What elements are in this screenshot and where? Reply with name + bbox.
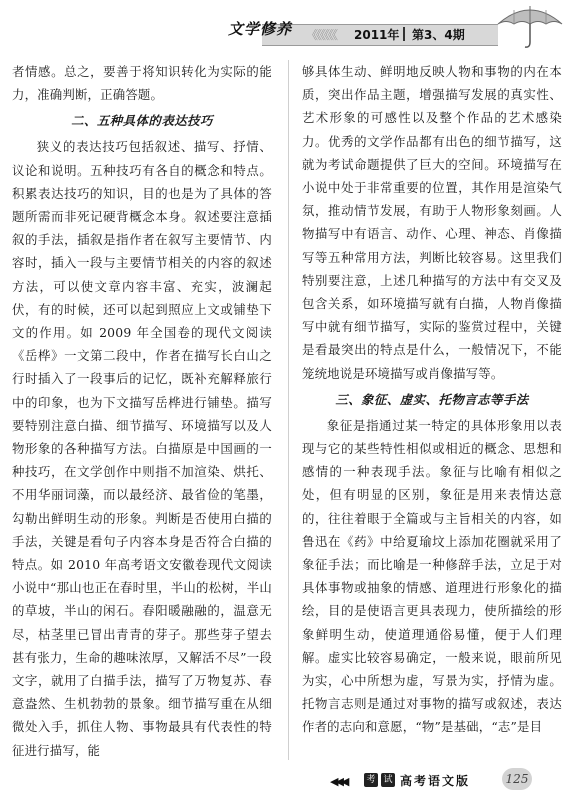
left-arrows-icon: ◀◀◀ <box>330 775 347 788</box>
umbrella-icon <box>494 2 566 50</box>
page-header <box>0 0 581 52</box>
page-number: 125 <box>502 768 532 790</box>
section-heading: 二、五种具体的表达技巧 <box>71 113 213 129</box>
paragraph: 象征是指通过某一特定的具体形象用以表现与它的某些特性相似或相近的概念、思想和感情的一种表现手法。象征与比喻有相似之处，但有明显的区别，象征是用来表情达意的，往往着眼于全篇或与主旨相关的内容，如鲁迅在《药》中给夏瑜坟上添加花圈就采用了象征手法；而比喻是一种修辞手法，立足于对具体事物或抽象的情感、道理进行形象化的描绘，目的是使语言更具表现力，使所描绘的形象鲜明生动，使道理通俗易懂，便于人们理解。虚实比较容易确定，一般来说，眼前所见为实，心中所想为虚，写景为实，抒情为虚。托物言志则是通过对事物的描写或叙述，表达作者的志向和意愿，“物”是基础，“志”是目 <box>302 417 562 735</box>
header-year: 2011年 <box>354 28 400 42</box>
header-chevrons: 《《《《《《 <box>306 28 337 42</box>
paragraph: 够具体生动、鲜明地反映人物和事物的内在本质，突出作品主题，增强描写发展的真实性、艺术形象的可感性以及整个作品的艺术感染力。优秀的文学作品都有出色的细节描写，这就为考试命题提供了巨大的空间。环境描写在小说中处于非常重要的位置，其作用是渲染气氛，推动情节发展，有助于人物形象刻画。人物描写中有语言、动作、心理、神态、肖像描写等五种常用方法，判断比较容易。这里我们特别要注意，上述几种描写的方法中有交叉及包含关系，如环境描写就有白描，人物肖像描写中就有细节描写，实际的鉴赏过程中，关键是看最突出的特点是什么，一般情况下，不能笼统地说是环境描写或肖像描写等。 <box>302 64 562 381</box>
left-column <box>12 60 272 760</box>
footer-badge: 试 <box>381 773 395 787</box>
footer-edition-label: 高考语文版 <box>400 774 471 788</box>
magazine-section-title: 文学修养 <box>228 20 293 38</box>
page-footer <box>0 760 581 800</box>
header-issue: 第3、4期 <box>412 28 465 42</box>
column-divider <box>288 60 289 760</box>
header-separator <box>403 27 405 41</box>
paragraph: 狭义的表达技巧包括叙述、描写、抒情、议论和说明。五种技巧有各自的概念和特点。积累表达技巧的知识，目的也是为了具体的答题所需而非死记硬背概念本身。叙述要注意插叙的手法，插叙是指作者在叙写主要情节、内容时，插入一段与主要情节相关的内容的叙述方法，可以使文章内容丰富、充实，波澜起伏，有的时候，还可以起到照应上文或铺垫下文的作用。如 2009 年全国卷的现代文阅读《岳桦》一文第二段中，作者在描写长白山之行时插入了一段事后的记忆，既补充解释旅行中的印象，也为下文描写岳桦进行铺垫。描写要特别注意白描、细节描写、环境描写以及人物形象的各种描写方法。白描原是中国画的一种技巧，在文学创作中则指不加渲染、烘托、不用华丽词藻，而以最经济、最省俭的笔墨，勾勒出鲜明生动的形象。判断是否使用白描的手法，关键是看句子内容本身是否符合白描的特点。如 2010 年高考语文安徽卷现代文阅读小说中“那山也正在春时里，半山的松树，半山的草坡，半山的闲石。春阳暖融融的，温意无尽，枯茎里已冒出青青的芽子。那些芽子望去甚有张力，生命的趣味浓厚，又解活不尽”一段文字，就用了白描手法，描写了万物复苏、春意盎然、生机勃勃的景象。细节描写重在从细微处入手，抓住人物、事物最具有代表性的特征进行描写，能 <box>12 139 272 758</box>
section-heading: 三、象征、虚实、托物言志等手法 <box>335 391 529 407</box>
right-column <box>302 60 562 760</box>
footer-badge: 考 <box>364 773 378 787</box>
paragraph: 者情感。总之，要善于将知识转化为实际的能力，准确判断，正确答题。 <box>12 64 272 103</box>
